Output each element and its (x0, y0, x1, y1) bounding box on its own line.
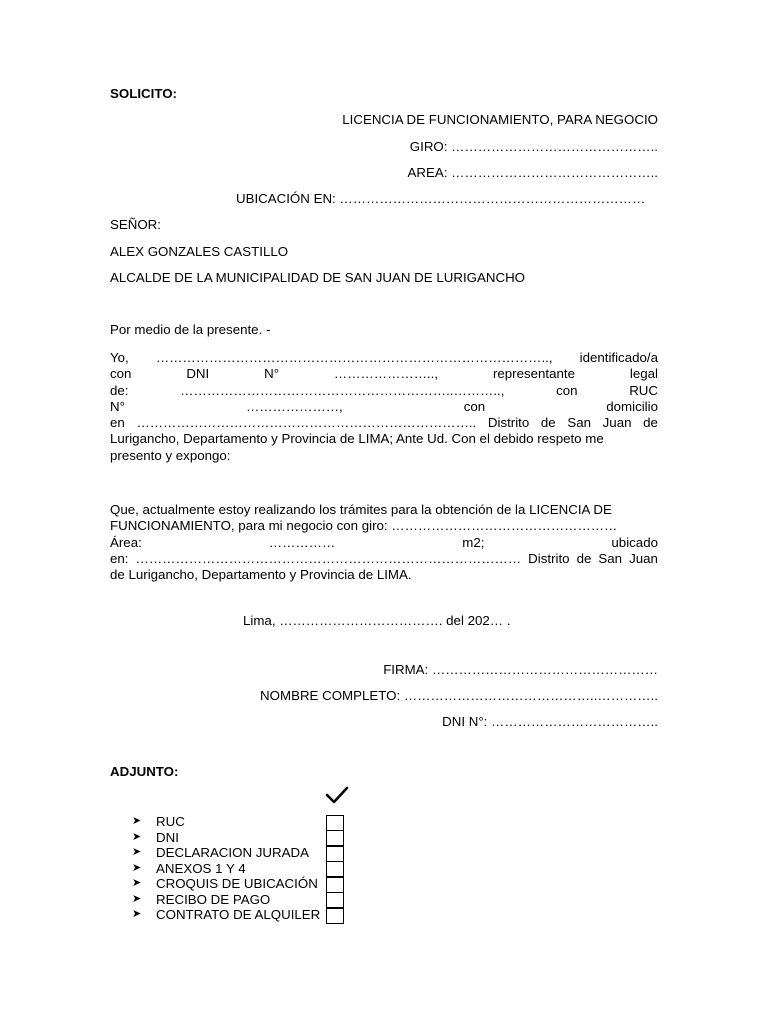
paragraph-line (110, 366, 658, 382)
word: N° (110, 398, 125, 414)
word: Yo, (110, 350, 129, 365)
giro-line: GIRO: ……………………………………….. (409, 139, 658, 154)
addressee-name: ALEX GONZALES CASTILLO (110, 244, 289, 259)
word: San (567, 415, 592, 431)
paragraph-line: presento y expongo: (110, 447, 231, 463)
paragraph-line (110, 399, 658, 415)
nombre-completo-line: NOMBRE COMPLETO: ……………………………………..………….. (260, 688, 658, 703)
word: de (643, 415, 658, 431)
senor-label: SEÑOR: (110, 217, 161, 232)
paragraph-line (110, 415, 658, 431)
arrow-bullet-icon: ➤ (132, 831, 142, 843)
blank-dots: ……………………………………………………..……….., (180, 382, 505, 398)
blank-dots: ………………………………………………………………….. (136, 415, 477, 431)
blank-dots: ………………….., (333, 366, 439, 382)
word: de (576, 550, 592, 566)
word: Juan (602, 415, 632, 431)
attachment-item-croquis: CROQUIS DE UBICACIÓN (156, 876, 318, 891)
arrow-bullet-icon: ➤ (132, 815, 142, 827)
word: N° (264, 366, 280, 382)
blank-dots: …………………………………………………………………………….., (155, 350, 553, 365)
intro-text: Por medio de la presente. - (110, 322, 271, 337)
blank-dots: …………………………………………………………………………… (135, 550, 522, 566)
attachment-item-dni: DNI (156, 830, 179, 845)
attachment-item-anexos: ANEXOS 1 Y 4 (156, 861, 246, 876)
word: legal (629, 366, 658, 382)
paragraph-line: Lurigancho, Departamento y Provincia de LIMA; Ante Ud. Con el debido respeto me (110, 431, 604, 447)
attachment-item-declaracion: DECLARACION JURADA (156, 845, 309, 860)
paragraph-line (110, 551, 658, 567)
paragraph-line (110, 383, 658, 399)
arrow-bullet-icon: ➤ (132, 846, 142, 858)
attachment-checkbox[interactable] (326, 815, 344, 831)
word: de (540, 415, 556, 431)
word: San (598, 550, 623, 566)
firma-line: FIRMA: …………………………………………… (383, 662, 658, 677)
arrow-bullet-icon: ➤ (132, 877, 142, 889)
word: en (110, 415, 125, 431)
attachment-checkbox[interactable] (326, 830, 344, 846)
adjunto-label: ADJUNTO: (110, 764, 179, 779)
word: Juan (629, 550, 658, 566)
attachment-checkbox[interactable] (326, 908, 344, 924)
word: ubicado (611, 534, 658, 550)
word: m2; (462, 534, 485, 550)
date-line: Lima, ………………………………. del 202… . (243, 613, 511, 628)
addressee-title: ALCALDE DE LA MUNICIPALIDAD DE SAN JUAN DE LURIGANCHO (110, 270, 526, 285)
checkmark-icon (325, 785, 349, 805)
blank-dots: …………………, (245, 398, 343, 414)
word: RUC (629, 382, 658, 398)
attachment-checkbox[interactable] (326, 877, 344, 893)
arrow-bullet-icon: ➤ (132, 893, 142, 905)
word: DNI (186, 366, 210, 382)
licencia-line: LICENCIA DE FUNCIONAMIENTO, PARA NEGOCIO (342, 112, 658, 127)
area-line: AREA: ……………………………………….. (407, 165, 658, 180)
word: con (463, 398, 486, 414)
word: identificado/a (579, 350, 658, 365)
paragraph-line: de Lurigancho, Departamento y Provincia de LIMA. (110, 567, 412, 583)
attachment-item-recibo: RECIBO DE PAGO (156, 892, 271, 907)
word: con (110, 366, 132, 382)
paragraph-line: FUNCIONAMIENTO, para mi negocio con giro: …………………………………………… (110, 518, 618, 534)
paragraph-line (110, 535, 658, 551)
word: representante (492, 366, 576, 382)
word: con (556, 382, 578, 398)
word: en: (110, 550, 129, 566)
attachment-item-ruc: RUC (156, 814, 185, 829)
dni-line: DNI N°: ……………………………….. (442, 714, 658, 729)
word: domicilio (606, 398, 658, 414)
paragraph-identification (110, 350, 658, 464)
word: Distrito (487, 415, 530, 431)
word: de: (110, 382, 129, 398)
blank-dots: …………… (268, 534, 336, 550)
arrow-bullet-icon: ➤ (132, 908, 142, 920)
word: Área: (110, 534, 142, 550)
attachment-checkbox[interactable] (326, 861, 344, 877)
paragraph-line: Que, actualmente estoy realizando los trámites para la obtención de la LICENCIA DE (110, 502, 612, 517)
solicito-label: SOLICITO: (110, 86, 177, 101)
paragraph-line (110, 350, 658, 366)
attachment-item-contrato: CONTRATO DE ALQUILER (156, 907, 321, 922)
paragraph-request (110, 502, 658, 583)
word: Distrito (528, 550, 570, 566)
ubicacion-line: UBICACIÓN EN: …………………………………………………………… (236, 191, 646, 206)
attachment-checkbox[interactable] (326, 846, 344, 862)
attachment-checkbox[interactable] (326, 892, 344, 908)
arrow-bullet-icon: ➤ (132, 862, 142, 874)
